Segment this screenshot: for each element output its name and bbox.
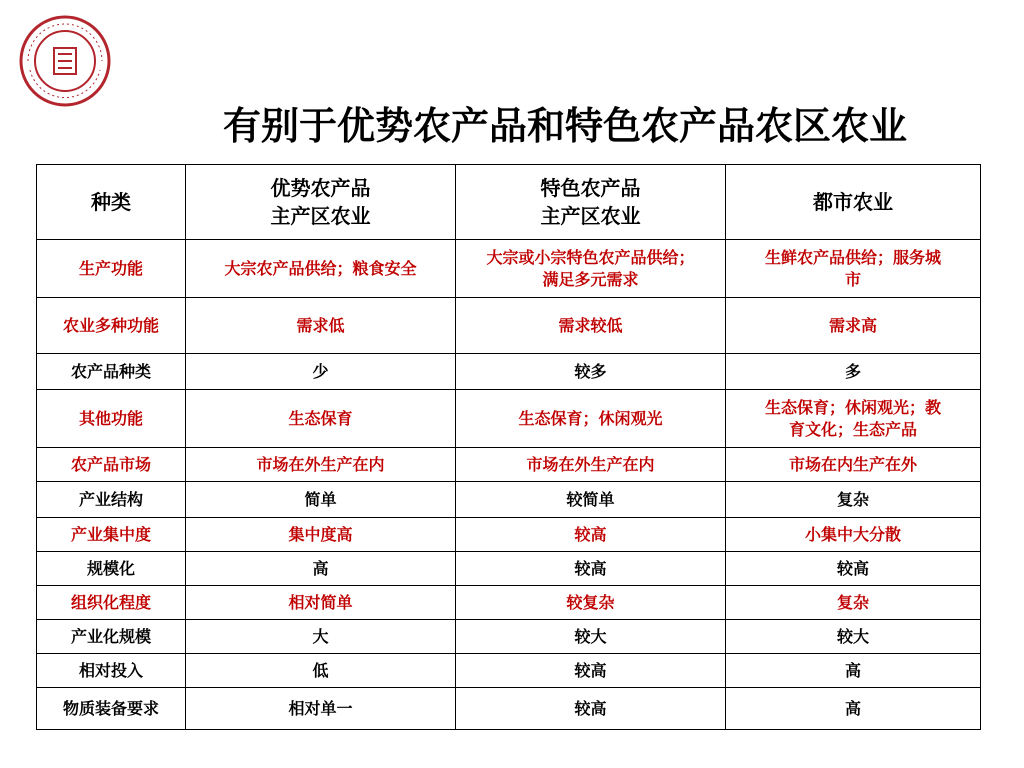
table-cell: 生态保育 xyxy=(186,390,456,448)
row-label-cell: 产业化规模 xyxy=(37,620,186,654)
table-cell: 生态保育；休闲观光 xyxy=(456,390,726,448)
table-row xyxy=(37,620,981,654)
table-cell: 复杂 xyxy=(726,586,981,620)
table-cell: 较简单 xyxy=(456,482,726,518)
table-cell: 市场在外生产在内 xyxy=(186,448,456,482)
header-urban-agriculture: 都市农业 xyxy=(726,165,981,240)
table-cell: 小集中大分散 xyxy=(726,518,981,552)
row-label-cell: 生产功能 xyxy=(37,240,186,298)
table-row xyxy=(37,518,981,552)
row-label-cell: 农产品市场 xyxy=(37,448,186,482)
row-label-cell: 产业结构 xyxy=(37,482,186,518)
row-label-cell: 相对投入 xyxy=(37,654,186,688)
row-label-cell: 组织化程度 xyxy=(37,586,186,620)
table-cell: 多 xyxy=(726,354,981,390)
table-cell: 较大 xyxy=(726,620,981,654)
table-row xyxy=(37,298,981,354)
table-cell: 生态保育；休闲观光；教 育文化；生态产品 xyxy=(726,390,981,448)
table-row xyxy=(37,390,981,448)
header-advantage-agriculture: 优势农产品 主产区农业 xyxy=(186,165,456,240)
table-cell: 较高 xyxy=(456,552,726,586)
table-cell: 生鲜农产品供给；服务城 市 xyxy=(726,240,981,298)
table-cell: 大宗或小宗特色农产品供给； 满足多元需求 xyxy=(456,240,726,298)
table-cell: 大宗农产品供给；粮食安全 xyxy=(186,240,456,298)
table-header-row xyxy=(37,165,981,240)
table-cell: 相对简单 xyxy=(186,586,456,620)
table-cell: 较高 xyxy=(456,518,726,552)
table-cell: 集中度高 xyxy=(186,518,456,552)
table-row xyxy=(37,354,981,390)
header-specialty-agriculture: 特色农产品 主产区农业 xyxy=(456,165,726,240)
slide-title: 有别于优势农产品和特色农产品农区农业 xyxy=(222,104,907,148)
row-label-cell: 规模化 xyxy=(37,552,186,586)
table-row xyxy=(37,240,981,298)
table-row xyxy=(37,448,981,482)
table-cell: 需求高 xyxy=(726,298,981,354)
table-cell: 市场在外生产在内 xyxy=(456,448,726,482)
table-cell: 少 xyxy=(186,354,456,390)
university-seal-logo xyxy=(18,14,112,108)
table-cell: 较高 xyxy=(726,552,981,586)
table-cell: 简单 xyxy=(186,482,456,518)
row-label-cell: 农业多种功能 xyxy=(37,298,186,354)
table-cell: 较高 xyxy=(456,654,726,688)
table-cell: 大 xyxy=(186,620,456,654)
table-cell: 低 xyxy=(186,654,456,688)
table-cell: 较多 xyxy=(456,354,726,390)
row-label-cell: 物质装备要求 xyxy=(37,688,186,730)
row-label-cell: 农产品种类 xyxy=(37,354,186,390)
table-cell: 较复杂 xyxy=(456,586,726,620)
table-row xyxy=(37,586,981,620)
table-cell: 需求较低 xyxy=(456,298,726,354)
table-row xyxy=(37,688,981,730)
table-cell: 高 xyxy=(186,552,456,586)
row-label-cell: 其他功能 xyxy=(37,390,186,448)
table-cell: 需求低 xyxy=(186,298,456,354)
table-row xyxy=(37,654,981,688)
table-row xyxy=(37,552,981,586)
table-cell: 复杂 xyxy=(726,482,981,518)
comparison-table xyxy=(36,164,981,730)
table-cell: 高 xyxy=(726,654,981,688)
table-cell: 市场在内生产在外 xyxy=(726,448,981,482)
table-cell: 高 xyxy=(726,688,981,730)
row-label-cell: 产业集中度 xyxy=(37,518,186,552)
table-cell: 较高 xyxy=(456,688,726,730)
table-cell: 相对单一 xyxy=(186,688,456,730)
header-category: 种类 xyxy=(37,165,186,240)
table-row xyxy=(37,482,981,518)
table-cell: 较大 xyxy=(456,620,726,654)
